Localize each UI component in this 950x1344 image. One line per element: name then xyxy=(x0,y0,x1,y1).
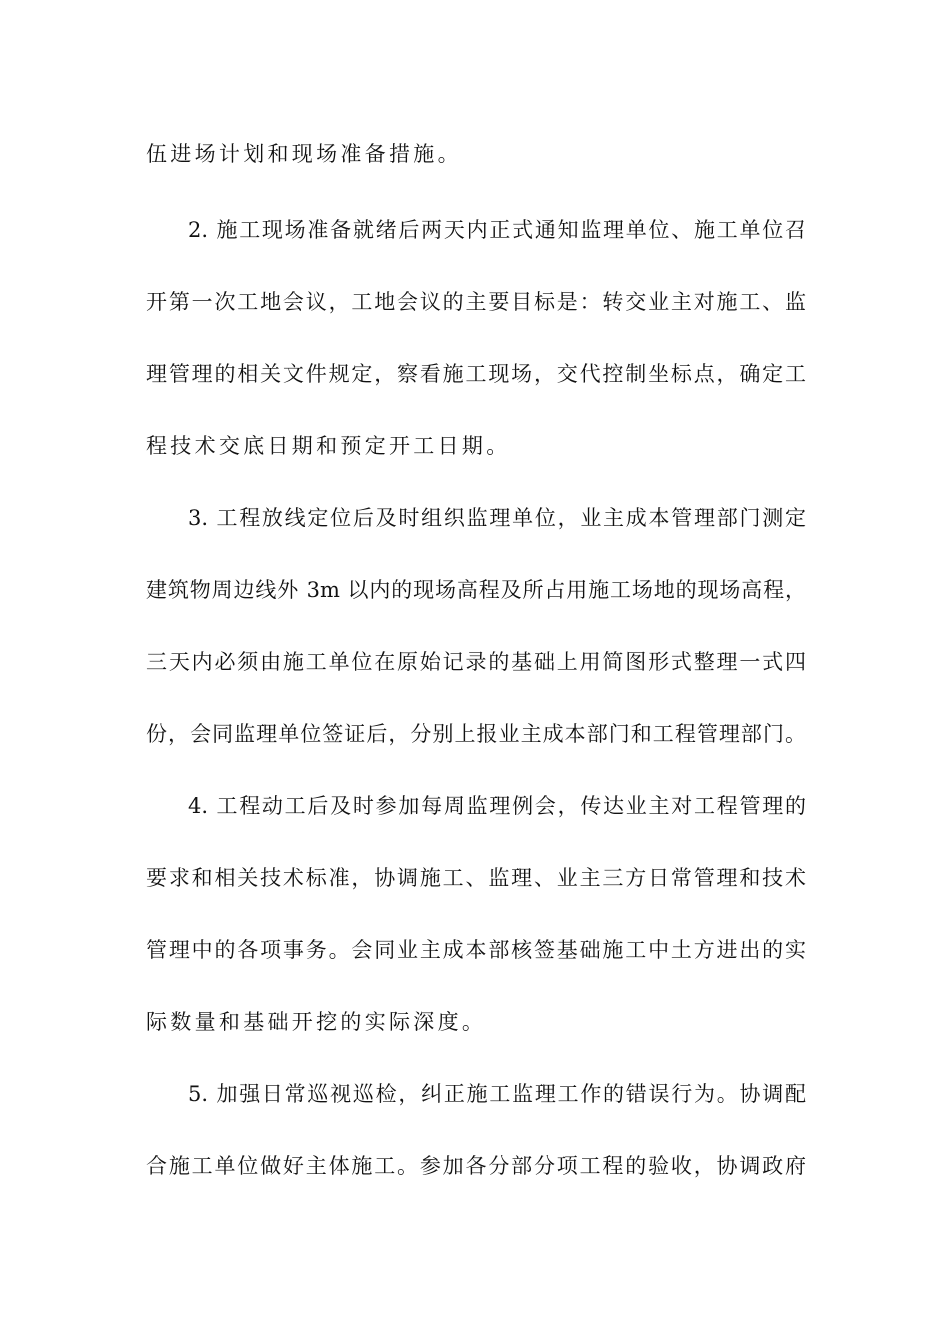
text-line: 三天内必须由施工单位在原始记录的基础上用简图形式整理一式四 xyxy=(146,650,806,674)
text-line: 理管理的相关文件规定，察看施工现场，交代控制坐标点，确定工 xyxy=(146,362,806,386)
text-line: 程技术交底日期和预定开工日期。 xyxy=(146,434,511,458)
text-line: 际数量和基础开挖的实际深度。 xyxy=(146,1010,487,1034)
text-line: 要求和相关技术标准，协调施工、监理、业主三方日常管理和技术 xyxy=(146,866,806,890)
text-line: 合施工单位做好主体施工。参加各分部分项工程的验收，协调政府 xyxy=(146,1154,806,1178)
paragraph-2-start: 2. 施工现场准备就绪后两天内正式通知监理单位、施工单位召 xyxy=(188,218,806,242)
paragraph-5-start: 5. 加强日常巡视巡检，纠正施工监理工作的错误行为。协调配 xyxy=(188,1082,806,1106)
paragraph-4-start: 4. 工程动工后及时参加每周监理例会，传达业主对工程管理的 xyxy=(188,794,806,818)
text-line: 管理中的各项事务。会同业主成本部核签基础施工中土方进出的实 xyxy=(146,938,806,962)
text-line: 份，会同监理单位签证后，分别上报业主成本部门和工程管理部门。 xyxy=(146,722,806,746)
text-line: 开第一次工地会议，工地会议的主要目标是：转交业主对施工、监 xyxy=(146,290,806,314)
text-line: 建筑物周边线外 3m 以内的现场高程及所占用施工场地的现场高程， xyxy=(146,578,806,602)
text-line: 伍进场计划和现场准备措施。 xyxy=(146,142,462,166)
paragraph-3-start: 3. 工程放线定位后及时组织监理单位，业主成本管理部门测定 xyxy=(188,506,806,530)
